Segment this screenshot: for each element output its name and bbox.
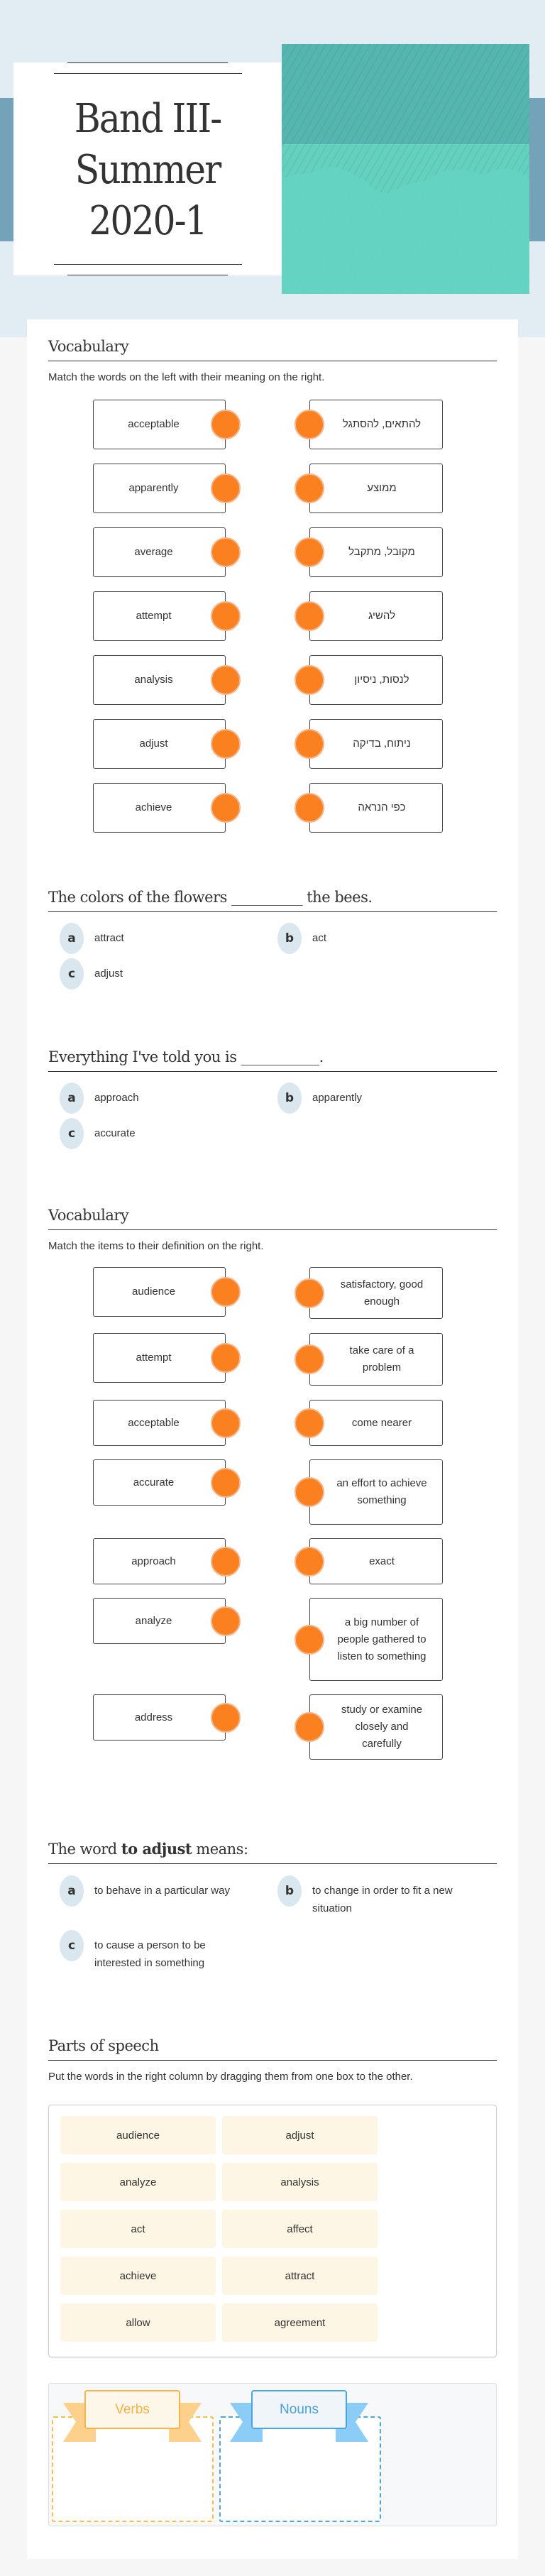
match-connector-dot[interactable] [211, 537, 241, 567]
option-c[interactable] [60, 1930, 223, 1972]
match-term[interactable]: accurate [93, 1459, 226, 1506]
option-a[interactable] [60, 1083, 139, 1114]
option-text: act [312, 932, 327, 944]
title-line: Summer [75, 147, 221, 193]
option-text: to cause a person to be interested in something [94, 1939, 206, 1969]
question-title: The colors of the flowers __________ the bees. [48, 889, 497, 912]
match-definition[interactable]: להשיג [309, 591, 443, 641]
title-rule [54, 264, 242, 265]
match-definition[interactable]: come nearer [309, 1400, 443, 1446]
option-text: approach [94, 1092, 139, 1104]
title-card [13, 62, 282, 275]
match-connector-dot[interactable] [294, 1408, 324, 1438]
draggable-word-chip[interactable]: audience [60, 2116, 216, 2154]
match-term[interactable]: average [93, 527, 226, 577]
match-connector-dot[interactable] [294, 729, 324, 759]
draggable-word-chip[interactable]: act [60, 2210, 216, 2248]
draggable-word-chip[interactable]: achieve [60, 2257, 216, 2295]
option-letter-badge: c [60, 1118, 84, 1149]
match-definition[interactable]: מקובל, מתקבל [309, 527, 443, 577]
verbs-label: Verbs [84, 2390, 180, 2429]
option-b[interactable] [277, 1083, 362, 1114]
option-a[interactable] [60, 923, 124, 954]
sorting-bins [48, 2383, 497, 2526]
match-definition[interactable]: כפי הנראה [309, 783, 443, 833]
section-instruction: Match the words on the left with their meaning on the right. [48, 371, 325, 383]
draggable-word-chip[interactable]: analysis [222, 2163, 378, 2201]
section-instruction: Put the words in the right column by dragging them from one box to the other. [48, 2071, 413, 2083]
match-connector-dot[interactable] [294, 1625, 324, 1655]
question-title: Everything I've told you is ___________. [48, 1048, 497, 1072]
option-text: attract [94, 932, 124, 944]
title-rule [67, 62, 228, 63]
title-line: Band III- [74, 96, 221, 142]
match-connector-dot[interactable] [211, 1606, 241, 1636]
draggable-word-chip[interactable]: allow [60, 2303, 216, 2342]
draggable-word-chip[interactable]: agreement [222, 2303, 378, 2342]
match-definition[interactable]: ממוצע [309, 464, 443, 513]
option-letter-badge: c [60, 958, 84, 990]
option-letter-badge: b [277, 1083, 302, 1114]
match-connector-dot[interactable] [294, 601, 324, 631]
section-title: Vocabulary [48, 1207, 497, 1230]
match-definition[interactable]: study or examine closely and carefully [309, 1694, 443, 1760]
match-term[interactable]: audience [93, 1267, 226, 1317]
word-bank [48, 2105, 497, 2357]
title-line: 2020-1 [89, 198, 207, 244]
cloud-shape-icon [282, 44, 529, 294]
match-connector-dot[interactable] [211, 665, 241, 695]
option-b[interactable] [277, 923, 326, 954]
match-term[interactable]: approach [93, 1538, 226, 1584]
title-bold-text: to adjust [121, 1840, 192, 1858]
section-title: Vocabulary [48, 338, 497, 361]
match-connector-dot[interactable] [294, 537, 324, 567]
option-c[interactable] [60, 958, 123, 990]
match-term[interactable]: apparently [93, 464, 226, 513]
option-text: adjust [94, 968, 123, 980]
question-adjust-meaning [48, 1840, 497, 1864]
match-connector-dot[interactable] [294, 1547, 324, 1577]
match-connector-dot[interactable] [211, 1277, 241, 1307]
question-title [48, 1840, 497, 1864]
match-connector-dot[interactable] [211, 473, 241, 503]
match-connector-dot[interactable] [211, 1468, 241, 1498]
question-told-you [48, 1048, 497, 1072]
title-text: The word [48, 1841, 121, 1858]
title-rule [54, 73, 242, 74]
option-letter-badge: a [60, 1875, 84, 1907]
option-letter-badge: a [60, 923, 84, 954]
match-term[interactable]: adjust [93, 719, 226, 769]
match-connector-dot[interactable] [294, 1712, 324, 1742]
match-definition[interactable]: exact [309, 1538, 443, 1584]
draggable-word-chip[interactable]: adjust [222, 2116, 378, 2154]
match-connector-dot[interactable] [211, 601, 241, 631]
match-term[interactable]: attempt [93, 1333, 226, 1383]
match-term[interactable]: analysis [93, 655, 226, 705]
match-connector-dot[interactable] [211, 729, 241, 759]
option-letter-badge: c [60, 1930, 84, 1961]
title-text: means: [192, 1841, 248, 1858]
option-letter-badge: b [277, 1875, 302, 1907]
match-term[interactable]: acceptable [93, 1400, 226, 1446]
match-definition[interactable]: להתאים, להסתגל [309, 400, 443, 449]
option-text: to behave in a particular way [94, 1885, 230, 1897]
match-connector-dot[interactable] [294, 1477, 324, 1507]
option-letter-badge: a [60, 1083, 84, 1114]
match-term[interactable]: address [93, 1694, 226, 1741]
match-connector-dot[interactable] [294, 665, 324, 695]
worksheet-card [27, 319, 518, 2559]
option-letter-badge: b [277, 923, 302, 954]
option-b[interactable] [277, 1875, 462, 1917]
draggable-word-chip[interactable]: affect [222, 2210, 378, 2248]
match-term[interactable]: achieve [93, 783, 226, 833]
parts-of-speech [48, 2037, 497, 2534]
match-connector-dot[interactable] [294, 473, 324, 503]
nouns-label: Nouns [251, 2390, 347, 2429]
match-term[interactable]: analyze [93, 1598, 226, 1644]
match-definition[interactable]: satisfactory, good enough [309, 1267, 443, 1319]
option-c[interactable] [60, 1118, 136, 1149]
match-definition[interactable]: a big number of people gathered to listen to something [309, 1598, 443, 1681]
match-definition[interactable]: ניתוח, בדיקה [309, 719, 443, 769]
match-definition[interactable]: an effort to achieve something [309, 1459, 443, 1525]
vocabulary-matching-1 [48, 338, 497, 386]
match-connector-dot[interactable] [294, 1278, 324, 1308]
match-definition[interactable]: לנסות, ניסיון [309, 655, 443, 705]
match-connector-dot[interactable] [211, 1343, 241, 1373]
option-text: accurate [94, 1127, 136, 1139]
draggable-word-chip[interactable]: analyze [60, 2163, 216, 2201]
section-title: Parts of speech [48, 2037, 497, 2061]
match-connector-dot[interactable] [211, 410, 241, 439]
match-connector-dot[interactable] [294, 410, 324, 439]
option-text: apparently [312, 1092, 363, 1104]
match-term[interactable]: acceptable [93, 400, 226, 449]
match-connector-dot[interactable] [211, 1408, 241, 1438]
match-term[interactable]: attempt [93, 591, 226, 641]
option-text: to change in order to fit a new situation [312, 1885, 453, 1914]
section-instruction: Match the items to their definition on the right. [48, 1240, 264, 1252]
match-connector-dot[interactable] [211, 793, 241, 823]
match-connector-dot[interactable] [294, 1344, 324, 1374]
match-definition[interactable]: take care of a problem [309, 1333, 443, 1386]
draggable-word-chip[interactable]: attract [222, 2257, 378, 2295]
option-a[interactable] [60, 1875, 272, 1907]
vocabulary-matching-2 [48, 1207, 497, 1255]
cover-image [282, 44, 529, 294]
match-connector-dot[interactable] [211, 1547, 241, 1577]
question-flowers [48, 889, 497, 912]
match-connector-dot[interactable] [294, 793, 324, 823]
match-connector-dot[interactable] [211, 1703, 241, 1733]
page-title [75, 94, 221, 247]
